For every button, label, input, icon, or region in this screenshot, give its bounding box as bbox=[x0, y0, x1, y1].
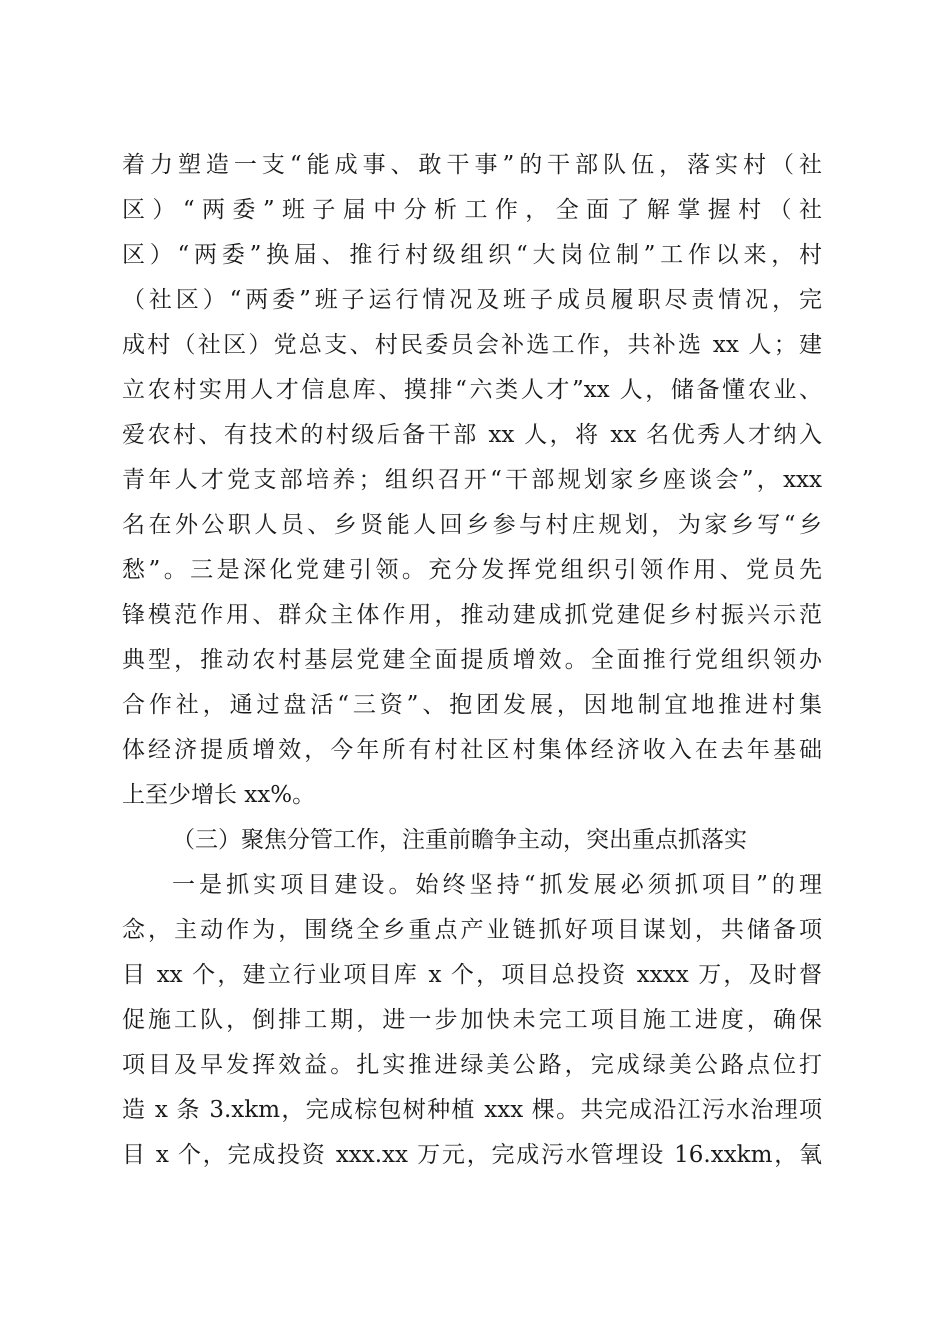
paragraph-line: 目 x 个，完成投资 xxx.xx 万元，完成污水管埋设 16.xxkm，氧 bbox=[122, 1142, 822, 1168]
paragraph-line: 体经济提质增效，今年所有村社区村集体经济收入在去年基础 bbox=[122, 737, 822, 763]
paragraph-line: 项目及早发挥效益。扎实推进绿美公路，完成绿美公路点位打 bbox=[122, 1052, 822, 1078]
paragraph-line: 成村（社区）党总支、村民委员会补选工作，共补选 xx 人；建 bbox=[122, 332, 822, 358]
paragraph-line: 一是抓实项目建设。始终坚持“抓发展必须抓项目”的理 bbox=[172, 872, 822, 898]
paragraph-line: 念，主动作为，围绕全乡重点产业链抓好项目谋划，共储备项 bbox=[122, 917, 822, 943]
paragraph-line: 区）“两委”班子届中分析工作，全面了解掌握村（社 bbox=[122, 197, 822, 223]
paragraph-line: 着力塑造一支“能成事、敢干事”的干部队伍，落实村（社 bbox=[122, 152, 822, 178]
paragraph-line: （社区）“两委”班子运行情况及班子成员履职尽责情况，完 bbox=[122, 287, 822, 313]
paragraph-line: 青年人才党支部培养；组织召开“干部规划家乡座谈会”，xxx bbox=[122, 467, 822, 493]
paragraph-line: 目 xx 个，建立行业项目库 x 个，项目总投资 xxxx 万，及时督 bbox=[122, 962, 822, 988]
paragraph-line: 典型，推动农村基层党建全面提质增效。全面推行党组织领办 bbox=[122, 647, 822, 673]
paragraph-line: 名在外公职人员、乡贤能人回乡参与村庄规划，为家乡写“乡 bbox=[122, 512, 822, 538]
paragraph-line: 爱农村、有技术的村级后备干部 xx 人，将 xx 名优秀人才纳入 bbox=[122, 422, 822, 448]
paragraph-line: 区）“两委”换届、推行村级组织“大岗位制”工作以来，村 bbox=[122, 242, 822, 268]
paragraph-line: 造 x 条 3.xkm，完成棕包树种植 xxx 棵。共完成沿江污水治理项 bbox=[122, 1097, 822, 1123]
paragraph-line: 合作社，通过盘活“三资”、抱团发展，因地制宜地推进村集 bbox=[122, 692, 822, 718]
paragraph-line: 愁”。三是深化党建引领。充分发挥党组织引领作用、党员先 bbox=[122, 557, 822, 583]
paragraph-line: 促施工队，倒排工期，进一步加快未完工项目施工进度，确保 bbox=[122, 1007, 822, 1033]
section-heading: （三）聚焦分管工作，注重前瞻争主动，突出重点抓落实 bbox=[172, 827, 747, 853]
paragraph-line: 上至少增长 xx%。 bbox=[122, 782, 316, 808]
paragraph-line: 锋模范作用、群众主体作用，推动建成抓党建促乡村振兴示范 bbox=[122, 602, 822, 628]
paragraph-line: 立农村实用人才信息库、摸排“六类人才”xx 人，储备懂农业、 bbox=[122, 377, 822, 403]
